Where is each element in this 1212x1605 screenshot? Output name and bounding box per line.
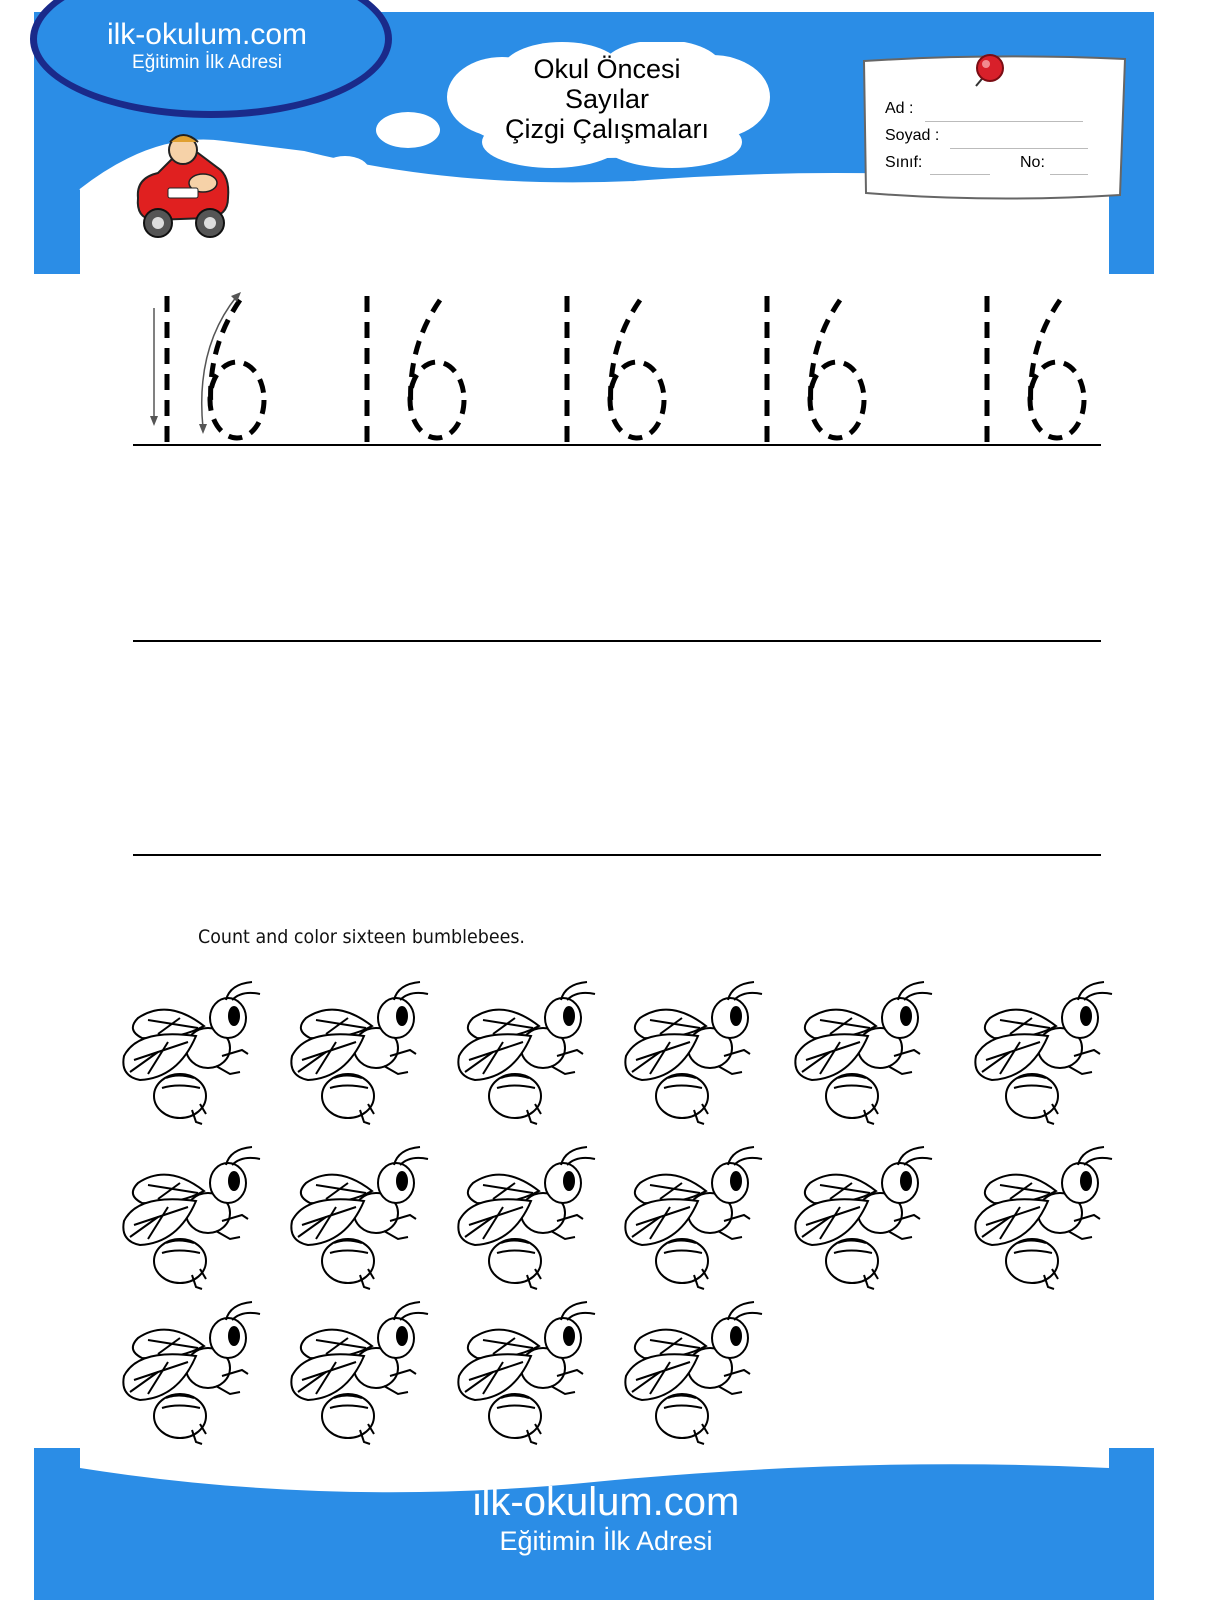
- bumblebee-icon: [970, 1143, 1120, 1293]
- number-tracing-row: [0, 288, 1212, 458]
- bumblebee-icon: [620, 978, 770, 1128]
- title-line-3: Çizgi Çalışmaları: [504, 114, 710, 144]
- bumblebee-icon: [286, 1143, 436, 1293]
- logo-site-name: ilk-okulum.com: [106, 18, 308, 51]
- bumblebee-icon: [286, 1298, 436, 1448]
- bumblebee-icon: [970, 978, 1120, 1128]
- name-label: Ad :: [885, 100, 914, 117]
- activity-instruction: Count and color sixteen bumblebees.: [198, 926, 526, 948]
- bumblebee-icon: [790, 978, 940, 1128]
- bumblebee-icon: [118, 1298, 268, 1448]
- car-illustration: [128, 128, 238, 248]
- title-line-2: Sayılar: [564, 84, 650, 114]
- bumblebee-icon: [453, 1298, 603, 1448]
- name-field[interactable]: [925, 121, 1083, 122]
- writing-line-1: [133, 444, 1101, 446]
- footer-background: [34, 1448, 1154, 1600]
- traceable-number-16: [145, 288, 285, 448]
- bumblebee-icon: [118, 978, 268, 1128]
- footer-site-name[interactable]: ilk-okulum.com: [472, 1480, 740, 1524]
- bumblebee-icon: [620, 1143, 770, 1293]
- bumblebee-icon: [453, 978, 603, 1128]
- bumblebee-icon: [790, 1143, 940, 1293]
- traceable-number-16: [345, 288, 485, 448]
- site-logo[interactable]: [52, 18, 362, 74]
- traceable-number-16: [545, 288, 685, 448]
- writing-line-3: [133, 854, 1101, 856]
- pushpin-icon: [968, 52, 1008, 92]
- class-field[interactable]: [930, 174, 990, 175]
- bumblebee-icon: [286, 978, 436, 1128]
- bumblebee-icon: [453, 1143, 603, 1293]
- bumblebee-icon: [118, 1143, 268, 1293]
- number-label: No:: [1020, 154, 1045, 171]
- bumblebee-icon: [620, 1298, 770, 1448]
- class-label: Sınıf:: [885, 154, 923, 171]
- surname-label: Soyad :: [885, 127, 940, 144]
- traceable-number-16: [965, 288, 1105, 448]
- footer-tagline: Eğitimin İlk Adresi: [499, 1526, 713, 1556]
- title-line-1: Okul Öncesi: [533, 54, 681, 84]
- surname-field[interactable]: [950, 148, 1088, 149]
- bumblebee-grid: [118, 978, 1118, 1448]
- worksheet-title: [442, 54, 772, 144]
- writing-line-2: [133, 640, 1101, 642]
- traceable-number-16: [745, 288, 885, 448]
- footer-banner: [34, 1448, 1154, 1600]
- number-field[interactable]: [1050, 174, 1088, 175]
- logo-tagline: Eğitimin İlk Adresi: [132, 52, 282, 73]
